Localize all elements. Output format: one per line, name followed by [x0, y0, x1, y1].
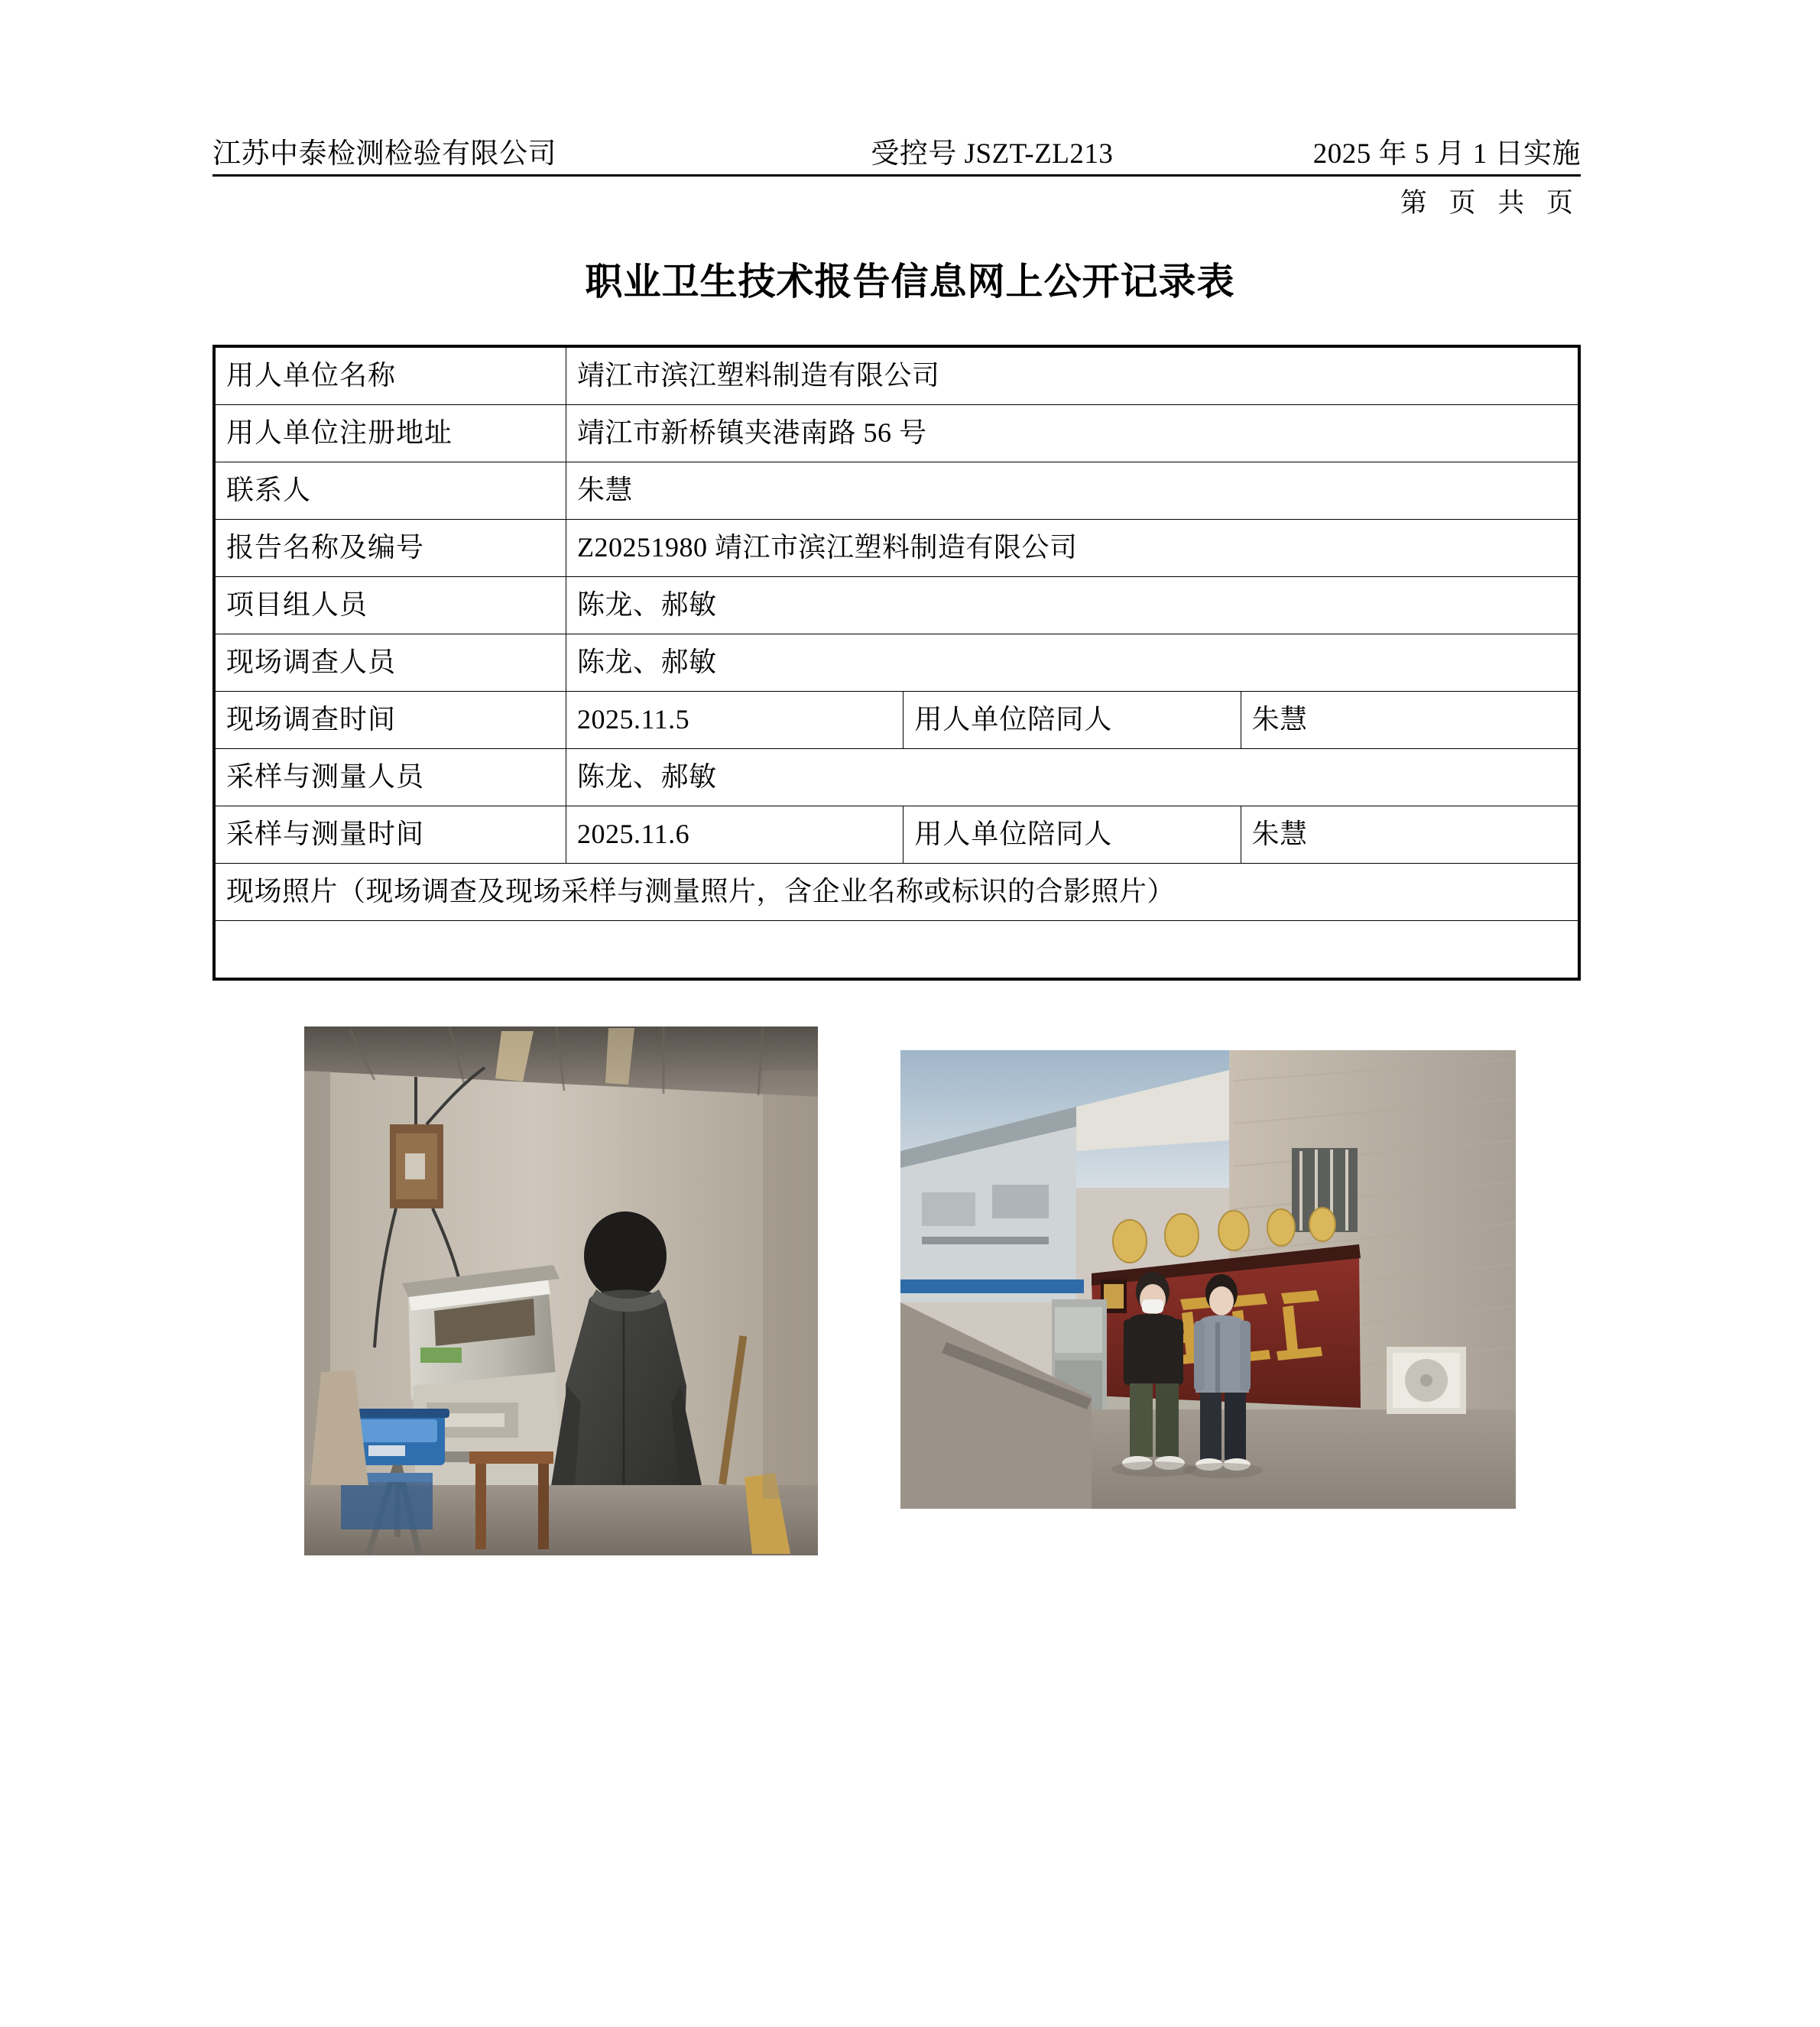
- row-value: 2025.11.5: [566, 692, 904, 749]
- row-label: 采样与测量时间: [216, 806, 566, 864]
- row-label: 现场调查人员: [216, 634, 566, 692]
- table-row: [216, 634, 1578, 692]
- row-label: 报告名称及编号: [216, 520, 566, 577]
- escort-label: 用人单位陪同人: [904, 692, 1241, 749]
- header-effective-date: 2025 年 5 月 1 日实施: [1312, 138, 1581, 170]
- photo-area-cell: [216, 921, 1578, 978]
- photo-container: [226, 929, 1567, 968]
- record-table-wrapper: [212, 345, 1581, 981]
- row-label: 现场调查时间: [216, 692, 566, 749]
- table-row: [216, 405, 1578, 462]
- row-label: 联系人: [216, 462, 566, 520]
- escort-value: 朱慧: [1241, 806, 1578, 864]
- table-row: [216, 577, 1578, 634]
- row-value: 靖江市新桥镇夹港南路 56 号: [566, 405, 1578, 462]
- header-control-number: 受控号 JSZT-ZL213: [871, 138, 1114, 170]
- site-survey-photo-graphic: [304, 1026, 818, 1555]
- table-row: [216, 462, 1578, 520]
- table-row-photo-area: [216, 921, 1578, 978]
- table-row-survey-time: [216, 692, 1578, 749]
- row-value: 靖江市滨江塑料制造有限公司: [566, 348, 1578, 405]
- header-company-name: 江苏中泰检测检验有限公司: [212, 138, 556, 170]
- row-label: 采样与测量人员: [216, 749, 566, 806]
- page-indicator: 第 页 共 页: [1400, 188, 1581, 218]
- table-row-sampling-time: [216, 806, 1578, 864]
- row-value: Z20251980 靖江市滨江塑料制造有限公司: [566, 520, 1578, 577]
- row-value: 陈龙、郝敏: [566, 634, 1578, 692]
- row-label: 用人单位名称: [216, 348, 566, 405]
- row-value: 朱慧: [566, 462, 1578, 520]
- row-value: 2025.11.6: [566, 806, 904, 864]
- record-table: [215, 347, 1578, 978]
- row-value: 陈龙、郝敏: [566, 749, 1578, 806]
- page-header: [212, 130, 1581, 218]
- escort-value: 朱慧: [1241, 692, 1578, 749]
- table-row-sampling-staff: [216, 749, 1578, 806]
- table-row: [216, 520, 1578, 577]
- row-label: 项目组人员: [216, 577, 566, 634]
- site-survey-photo: [304, 1026, 818, 1555]
- photo-section-title: 现场照片（现场调查及现场采样与测量照片，含企业名称或标识的合影照片）: [216, 864, 1578, 921]
- group-photo-with-company-sign: [900, 1050, 1516, 1509]
- escort-label: 用人单位陪同人: [904, 806, 1241, 864]
- row-label: 用人单位注册地址: [216, 405, 566, 462]
- header-divider: [212, 174, 1581, 177]
- table-row-photo-header: [216, 864, 1578, 921]
- table-row: [216, 348, 1578, 405]
- page-title: 职业卫生技术报告信息网上公开记录表: [585, 260, 1235, 303]
- row-value: 陈龙、郝敏: [566, 577, 1578, 634]
- group-photo-graphic: [900, 1050, 1516, 1509]
